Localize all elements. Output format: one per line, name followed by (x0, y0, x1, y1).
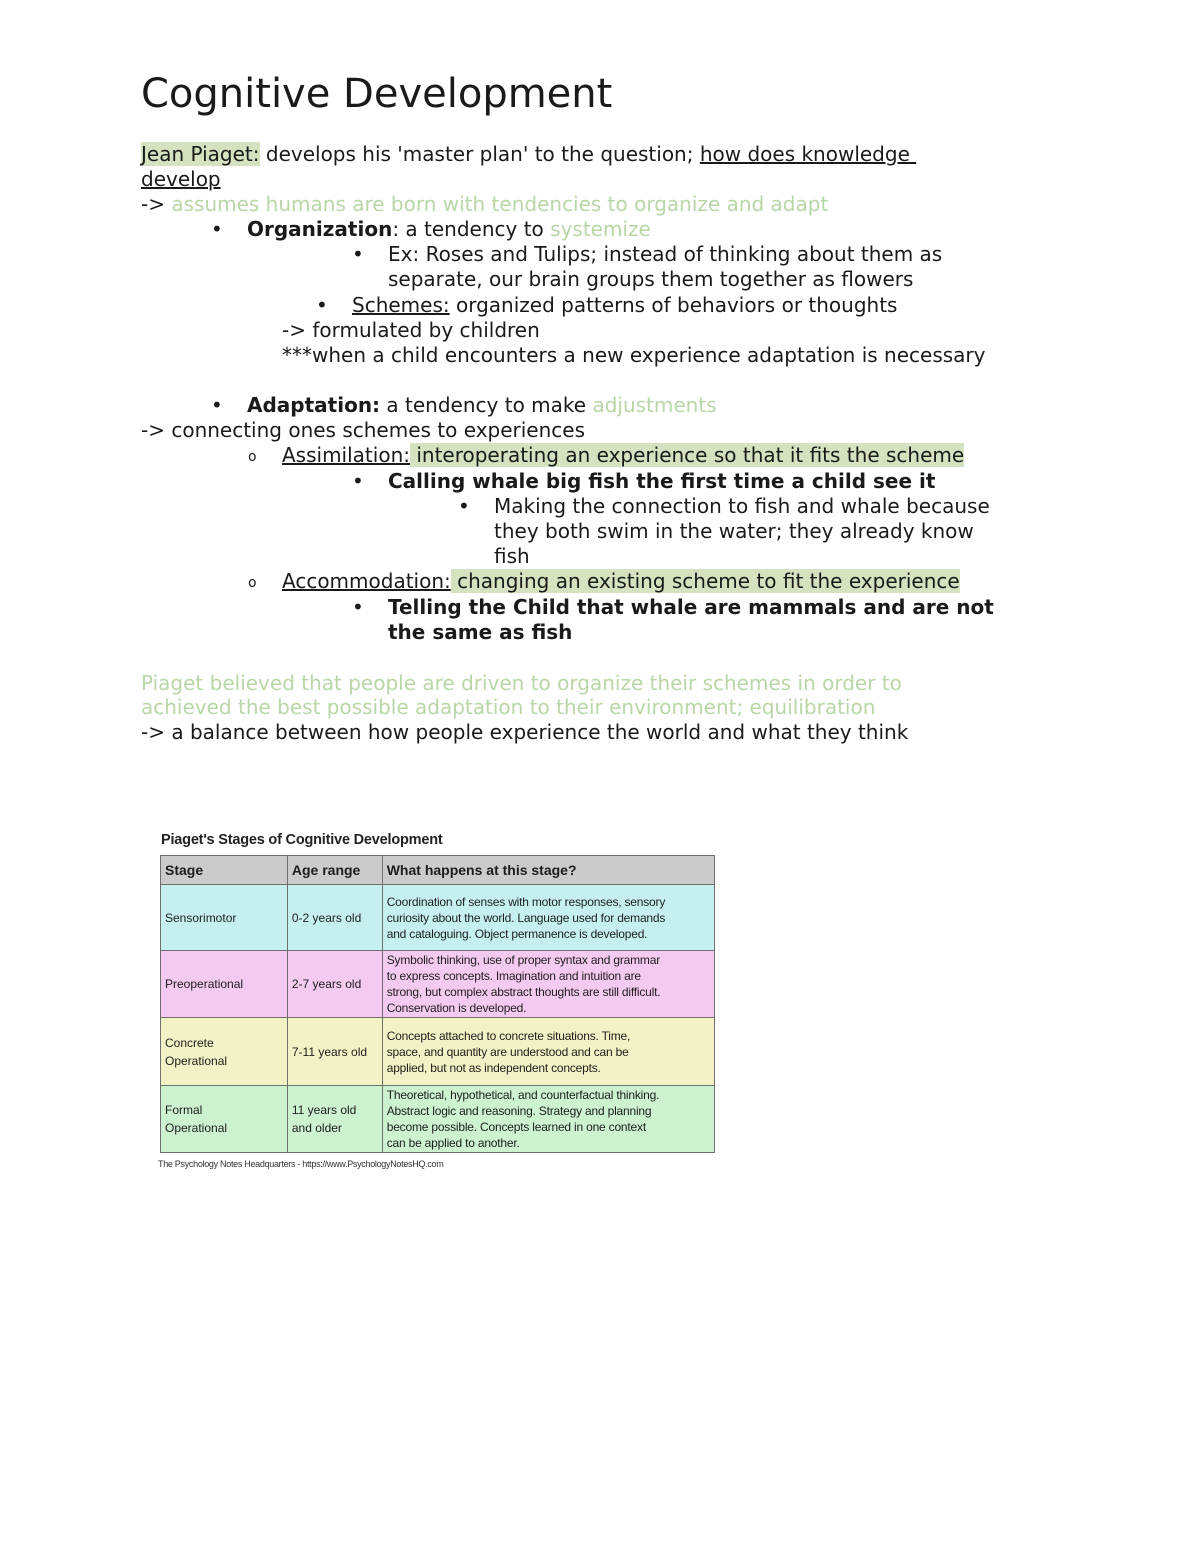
bullet-icon: • (352, 595, 364, 619)
intro-text: develops his 'master plan' to the question; (259, 142, 700, 166)
organization-text: : a tendency to (392, 217, 551, 241)
header-stage: Stage (161, 856, 288, 885)
equilibration-line-2: achieved the best possible adaptation to their environment; equilibration (141, 695, 876, 719)
stage-cell (161, 1086, 288, 1153)
stage-cell-line: Preoperational (165, 977, 244, 991)
description-cell-line: Theoretical, hypothetical, and counterfactual thinking. (386, 1088, 660, 1102)
intro-line (141, 142, 916, 167)
header-description: What happens at this stage? (382, 856, 714, 885)
accommodation-label: Accommodation: (282, 569, 451, 593)
description-cell-line: Coordination of senses with motor responses, sensory (386, 894, 666, 909)
age-cell-line: 11 years old (291, 1103, 357, 1117)
sub-bullet-icon: o (248, 449, 257, 465)
stage-cell-line: Operational (165, 1121, 228, 1135)
table-row (161, 951, 715, 1018)
assimilation-label: Assimilation: (282, 443, 410, 467)
stage-cell-line: Formal (165, 1103, 203, 1117)
assimilation-detail-1: Making the connection to fish and whale because (494, 494, 990, 518)
accommodation-example-2: the same as fish (388, 620, 573, 644)
stage-cell-line: Sensorimotor (165, 910, 237, 925)
example-line-2: separate, our brain groups them together as flowers (388, 267, 914, 291)
accommodation-line (282, 569, 960, 594)
adaptation-label: Adaptation: (247, 393, 381, 417)
organization-line (247, 217, 651, 242)
description-cell-line: Conservation is developed. (386, 1001, 527, 1015)
description-cell-line: applied, but not as independent concepts. (386, 1060, 601, 1075)
description-cell-line: can be applied to another. (386, 1136, 520, 1150)
formulated-line: -> formulated by children (282, 318, 540, 342)
assumption-text: assumes humans are born with tendencies to organize and adapt (171, 192, 829, 216)
description-cell-line: curiosity about the world. Language used for demands (386, 910, 666, 925)
bullet-icon: • (211, 217, 223, 241)
age-cell (287, 1086, 382, 1153)
stage-cell (161, 951, 288, 1018)
age-cell-line: 0-2 years old (291, 910, 362, 925)
figure-title: Piaget's Stages of Cognitive Development (161, 832, 443, 848)
bullet-icon: • (211, 393, 223, 417)
bullet-icon: • (316, 293, 328, 317)
description-cell-line: become possible. Concepts learned in one context (386, 1120, 646, 1134)
description-cell (382, 1086, 714, 1153)
highlighted-name: Jean Piaget: (141, 142, 260, 166)
description-cell-line: Concepts attached to concrete situations. Time, (386, 1028, 631, 1043)
schemes-line (352, 293, 897, 318)
description-cell-line: strong, but complex abstract thoughts are still difficult. (386, 985, 661, 999)
assimilation-detail-2: they both swim in the water; they already know (494, 519, 974, 543)
description-cell-line: to express concepts. Imagination and intuition are (386, 969, 641, 983)
age-cell-line: 7-11 years old (291, 1044, 368, 1059)
figure-source: The Psychology Notes Headquarters - https://www.PsychologyNotesHQ.com (158, 1159, 444, 1169)
age-cell (287, 885, 382, 951)
bullet-icon: • (458, 494, 470, 518)
assimilation-definition: interoperating an experience so that it fits the scheme (409, 443, 965, 467)
page-title: Cognitive Development (141, 71, 613, 117)
age-cell (287, 951, 382, 1018)
header-age-range: Age range (287, 856, 382, 885)
schemes-text: organized patterns of behaviors or thoughts (449, 293, 898, 317)
equilibration-line-3: -> a balance between how people experience the world and what they think (141, 720, 909, 744)
question-continuation: develop (141, 167, 221, 191)
assumption-line (141, 192, 828, 217)
example-line-1: Ex: Roses and Tulips; instead of thinking about them as (388, 242, 943, 266)
description-cell-line: Abstract logic and reasoning. Strategy and planning (386, 1104, 652, 1118)
description-cell (382, 885, 714, 951)
note-line: ***when a child encounters a new experience adaptation is necessary (282, 343, 986, 367)
age-cell-line: and older (291, 1121, 342, 1135)
description-cell-line: and cataloguing. Object permanence is developed. (386, 926, 648, 941)
stage-cell-line: Concrete (165, 1035, 214, 1050)
arrow-text: -> (141, 192, 172, 216)
assimilation-example: Calling whale big fish the first time a child see it (388, 469, 936, 493)
description-cell-line: Symbolic thinking, use of proper syntax and grammar (386, 953, 660, 967)
question-text: how does knowledge (699, 142, 917, 166)
table-row (161, 1018, 715, 1086)
stage-cell (161, 885, 288, 951)
table-row (161, 1086, 715, 1153)
organization-label: Organization (247, 217, 393, 241)
schemes-label: Schemes: (352, 293, 450, 317)
adaptation-text: a tendency to make (380, 393, 593, 417)
description-cell (382, 951, 714, 1018)
stage-cell (161, 1018, 288, 1086)
stage-cell-line: Operational (165, 1053, 228, 1068)
adaptation-line (247, 393, 717, 418)
bullet-icon: • (352, 469, 364, 493)
age-cell-line: 2-7 years old (291, 977, 362, 991)
connecting-line: -> connecting ones schemes to experiences (141, 418, 586, 442)
bullet-icon: • (352, 242, 364, 266)
organization-key: systemize (550, 217, 651, 241)
accommodation-example-1: Telling the Child that whale are mammals and are not (388, 595, 994, 619)
accommodation-definition: changing an existing scheme to fit the experience (450, 569, 960, 593)
stages-table (160, 855, 715, 1153)
description-cell-line: space, and quantity are understood and can be (386, 1044, 629, 1059)
adaptation-key: adjustments (592, 393, 717, 417)
table-row (161, 885, 715, 951)
assimilation-detail-3: fish (494, 544, 530, 568)
stages-figure (157, 828, 717, 1178)
sub-bullet-icon: o (248, 575, 257, 591)
assimilation-line (282, 443, 964, 468)
description-cell (382, 1018, 714, 1086)
equilibration-line-1: Piaget believed that people are driven to organize their schemes in order to (141, 671, 902, 695)
table-header-row (161, 856, 715, 885)
age-cell (287, 1018, 382, 1086)
